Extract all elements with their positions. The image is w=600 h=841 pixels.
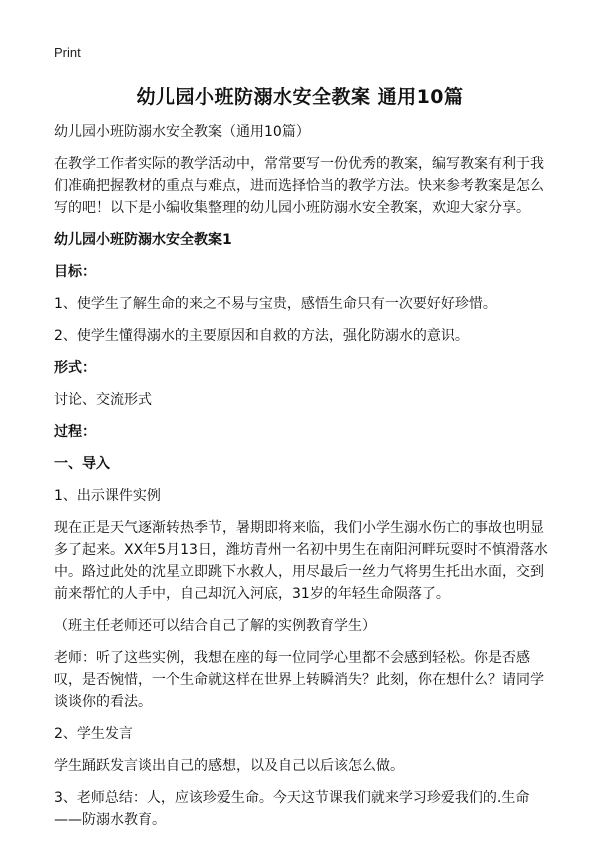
document-title: 幼儿园小班防溺水安全教案 通用10篇 bbox=[136, 86, 464, 108]
process-heading: 过程： bbox=[54, 424, 96, 440]
step-2: 2、学生发言 bbox=[54, 726, 133, 742]
form-heading: 形式： bbox=[54, 360, 96, 376]
teacher-note: （班主任老师还可以结合自己了解的实例教育学生） bbox=[54, 618, 376, 634]
section-heading: 幼儿园小班防溺水安全教案1 bbox=[54, 232, 232, 248]
intro-paragraph: 在教学工作者实际的教学活动中，常常要写一份优秀的教案，编写教案有利于我们准确把握教材的重点与难点，进而选择恰当的教学方法。快来参考教案是怎么写的吧！以下是小编收集整理的幼儿园小班防溺水安全教案，欢迎大家分享。 bbox=[54, 156, 544, 216]
step-3: 3、老师总结：人，应该珍爱生命。今天这节课我们就来学习珍爱我们的.生命——防溺水教育。 bbox=[54, 790, 530, 828]
goal-item-1: 1、使学生了解生命的来之不易与宝贵，感悟生命只有一次要好好珍惜。 bbox=[54, 296, 497, 312]
teacher-paragraph: 老师：听了这些实例，我想在座的每一位同学心里都不会感到轻松。你是否感叹，是否惋惜，一个生命就这样在世界上转瞬消失？此刻，你在想什么？请同学谈谈你的看法。 bbox=[54, 650, 544, 710]
step-1: 1、出示课件实例 bbox=[54, 488, 161, 504]
example-paragraph: 现在正是天气逐渐转热季节，暑期即将来临，我们小学生溺水伤亡的事故也明显多了起来。XX年5月13日，潍坊青州一名初中男生在南阳河畔玩耍时不慎滑落水中。路过此处的沈星立即跳下水救人，用尽最后一丝力气将男生托出水面，交到前来帮忙的人手中，自己却沉入河底，31岁的年轻生命陨落了。 bbox=[54, 520, 548, 602]
document-subtitle: 幼儿园小班防溺水安全教案（通用10篇） bbox=[54, 124, 310, 140]
goal-item-2: 2、使学生懂得溺水的主要原因和自救的方法，强化防溺水的意识。 bbox=[54, 328, 469, 344]
goals-heading: 目标： bbox=[54, 264, 96, 280]
part1-heading: 一、导入 bbox=[54, 456, 110, 472]
form-text: 讨论、交流形式 bbox=[54, 392, 152, 408]
student-paragraph: 学生踊跃发言谈出自己的感想，以及自己以后该怎么做。 bbox=[54, 758, 404, 774]
print-label: Print bbox=[54, 45, 81, 60]
document-body bbox=[54, 121, 550, 841]
